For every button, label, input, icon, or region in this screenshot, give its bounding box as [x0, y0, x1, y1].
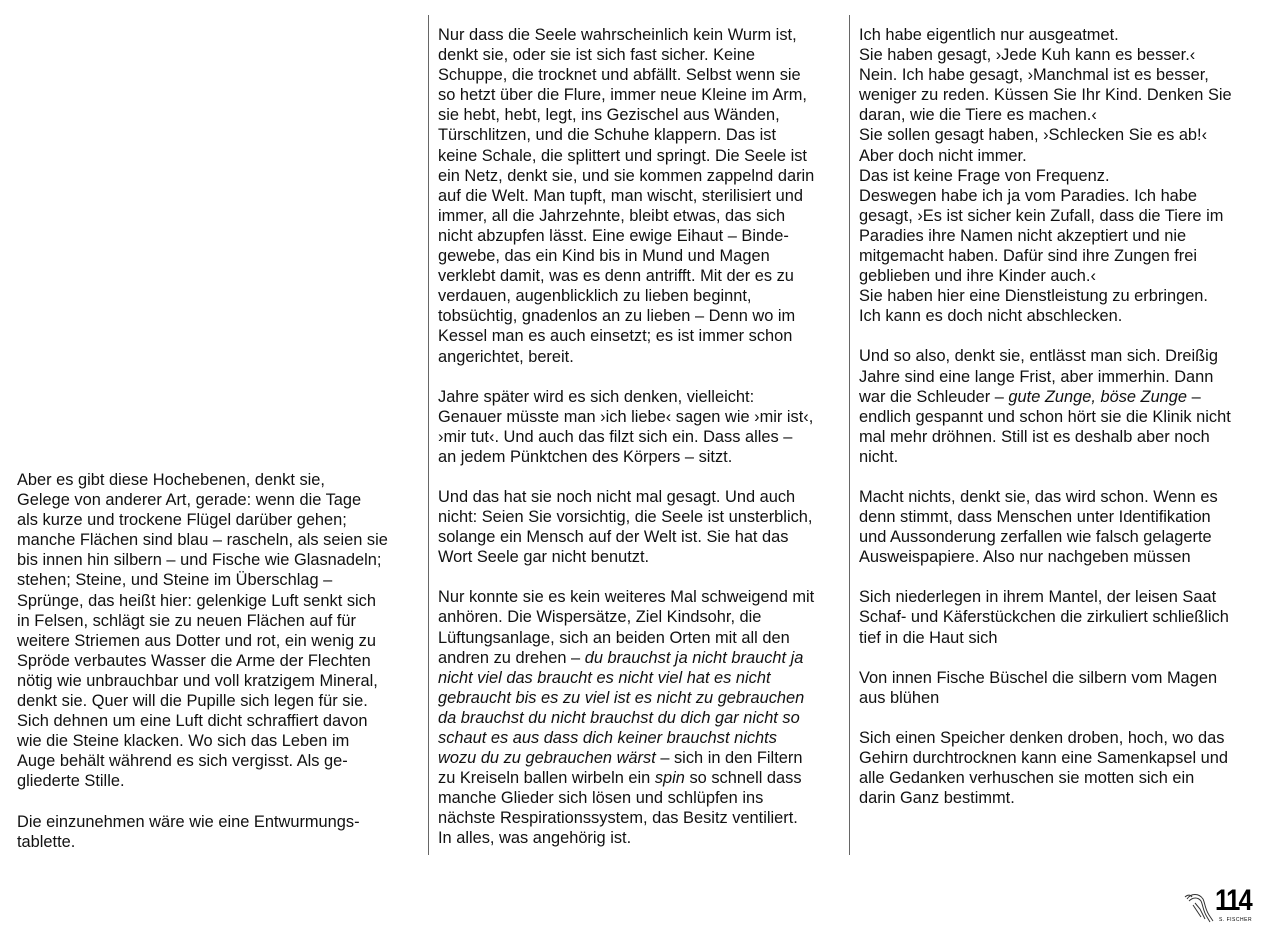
- paragraph: Nur dass die Seele wahrscheinlich kein Wurm ist, denkt sie, oder sie ist sich fast sicher. Keine Schuppe, die trocknet und abfällt. Selbst wenn sie so hetzt über die Flure, immer neue Kleine im Arm, sie hebt, hebt, legt, ins Gezischel aus Wänden, Türschlitzen, und die Schuhe klappern. Das ist keine Schale, die splittert und springt. Die Seele ist ein Netz, denkt sie, und sie kommen zappelnd darin auf die Welt. Man tupft, man wischt, sterilisiert und immer, all die Jahrzehnte, bleibt etwas, das sich nicht abzupfen lässt. Eine ewige Eihaut – Binde- gewebe, das ein Kind bis in Mund und Magen verklebt damit, was es denn antrifft. Mit der es zu verdauen, augenblicklich zu lieben beginnt, tobsüchtig, gnadenlos an zu lieben – Denn wo im Kessel man es auch einsetzt; es ist immer schon angerichtet, bereit.: [438, 26, 815, 366]
- text-column-middle: [438, 25, 846, 869]
- italic-text-run: du brauchst ja nicht braucht ja nicht viel das braucht es nicht viel hat es nicht gebraucht bis es zu viel ist es nicht zu gebrauchen da brauchst du nicht brauchst du dich gar nicht so schaut es aus dass dich keiner brauchst nichts wozu du zu gebrauchen wärst: [438, 648, 805, 768]
- paragraph: [859, 346, 1264, 467]
- italic-text-run: spin: [654, 769, 685, 788]
- publisher-name: S. FISCHER: [1219, 917, 1253, 923]
- text-column-right: [859, 25, 1264, 828]
- page-number: 114: [1215, 884, 1252, 917]
- paragraph: Jahre später wird es sich denken, vielleicht: Genauer müsste man ›ich liebe‹ sagen wie ›mir ist‹, ›mir tut‹. Und auch das filzt sich ein. Dass alles – an jedem Pünktchen des Körpers – sitzt.: [438, 387, 814, 466]
- text-column-left: [17, 470, 412, 872]
- paragraph: Und das hat sie noch nicht mal gesagt. Und auch nicht: Seien Sie vorsichtig, die Seele ist unsterblich, solange ein Mensch auf der Welt ist. Sie hat das Wort Seele gar nicht benutzt.: [438, 487, 813, 567]
- text-run: Nur konnte sie es kein weiteres Mal schweigend mit anhören. Die Wispersätze, Ziel Kindsohr, die Lüftungsanlage, sich an beiden Orten mit all den andren zu drehen –: [438, 588, 815, 667]
- paragraph: Sich einen Speicher denken droben, hoch, wo das Gehirn durchtrocknen kann eine Samenkapsel und alle Gedanken verhuschen sie motten sich ein darin Ganz bestimmt.: [859, 728, 1229, 808]
- text-run: – endlich gespannt und schon hört sie die Klinik nicht mal mehr dröhnen. Still ist es deshalb aber noch nicht.: [859, 387, 1231, 466]
- paragraph: Ich habe eigentlich nur ausgeatmet. Sie haben gesagt, ›Jede Kuh kann es besser.‹ Nein. Ich habe gesagt, ›Manchmal ist es besser, weniger zu reden. Küssen Sie Ihr Kind. Denken Sie daran, wie die Tiere es machen.‹ Sie sollen gesagt haben, ›Schlecken Sie es ab!‹ Aber doch nicht immer. Das ist keine Frage von Frequenz. Deswegen habe ich ja vom Paradies. Ich habe gesagt, ›Es ist sicher kein Zufall, dass die Tiere im Paradies ihre Namen nicht akzeptiert und nie mitgemacht haben. Dafür sind ihre Zungen frei geblieben und ihre Kinder auch.‹ Sie haben hier eine Dienstleistung zu erbringen. Ich kann es doch nicht abschlecken.: [859, 26, 1232, 326]
- paragraph: [438, 587, 846, 848]
- column-divider: [428, 15, 429, 855]
- paragraph: Die einzunehmen wäre wie eine Entwurmungs- tablette.: [17, 812, 360, 851]
- text-run: – sich in den Filtern zu Kreiseln ballen wirbeln ein: [438, 749, 803, 788]
- text-run: so schnell dass manche Glieder sich lösen und schlüpfen ins nächste Respirationssystem, das Besitz ventiliert. In alles, was angehörig ist.: [438, 769, 802, 848]
- text-run: Und so also, denkt sie, entlässt man sich. Dreißig Jahre sind eine lange Frist, aber immerhin. Dann war die Schleuder –: [859, 347, 1218, 406]
- paragraph: Sich niederlegen in ihrem Mantel, der leisen Saat Schaf- und Käferstückchen die zirkuliert schließlich tief in die Haut sich: [859, 588, 1229, 647]
- paragraph: Von innen Fische Büschel die silbern vom Magen aus blühen: [859, 668, 1218, 707]
- paragraph: Macht nichts, denkt sie, das wird schon. Wenn es denn stimmt, dass Menschen unter Identifikation und Aussonderung zerfallen wie falsch gelagerte Ausweispapiere. Also nur nachgeben müssen: [859, 487, 1218, 567]
- paragraph: Aber es gibt diese Hochebenen, denkt sie, Gelege von anderer Art, gerade: wenn die Tage als kurze und trockene Flügel darüber gehen; manche Flächen sind blau – rascheln, als seien sie bis innen hin silbern – und Fische wie Glasnadeln; stehen; Steine, und Steine im Überschlag – Sprünge, das heißt hier: gelenkige Luft senkt sich in Felsen, schlägt sie zu neuen Flächen auf für weitere Striemen aus Dotter und rot, ein wenig zu Spröde verbautes Wasser die Arme der Flechten nötig wie unbrauchbar und voll kratzigem Mineral, denkt sie. Quer will die Pupille sich legen für sie. Sich dehnen um eine Luft dicht schraffiert davon wie die Steine klacken. Wo sich das Leben im Auge behält während es sich vergisst. Als ge- gliederte Stille.: [17, 471, 388, 791]
- italic-text-run: gute Zunge, böse Zunge: [1008, 387, 1188, 406]
- column-divider: [849, 15, 850, 855]
